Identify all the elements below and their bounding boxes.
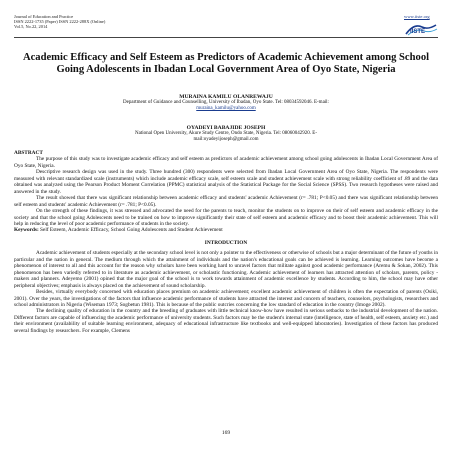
author1-block: [14, 94, 438, 112]
body-paragraph: The declining quality of education in the country and the breeding of graduates with little technical know-how have resulted in serious setbacks to the industrial development of the nation. Different factors are capable of influencing the academic performance of university students. Such factors may be the student's internal state (intelligence, state of health, self esteem, anxiety etc.) and their environment (availability of suitable learning environment, adequacy of educational infrastructure like textbooks and well-equipped laboratories). Investigation of these factors has produced several findings by researchers. For example, Clemens: [14, 308, 438, 334]
author2-name: OYADEYI BABAJIDE JOSEPH: [186, 125, 266, 131]
body-paragraph: Besides, virtually everybody concerned with education places premium on academic achievement; excellent academic achievement of children is often the expectation of parents (Osiki, 2001). Over the years, the investigations of the factors that influence academic performance of students have attracted the interest and concern of teachers, counselors, psychologists, researchers and school administrators in Nigeria (Wiseman 1973; Sogbetun 1981). This is because of the public outcries concerning the low standard of education in the country (Imoge 2002).: [14, 289, 438, 308]
abstract-section: [14, 150, 438, 334]
author2-block: [14, 125, 438, 143]
introduction-heading: INTRODUCTION: [204, 239, 248, 246]
journal-header: [14, 14, 105, 30]
abstract-paragraph: The purpose of this study was to investigate academic efficacy and self esteem as predictors of academic achievement among school going adolescents in Ibadan Local Government Area of Oyo State, Nigeria.: [14, 156, 438, 169]
author1-email-link[interactable]: muraina_kamilu@yahoo.com: [196, 106, 256, 111]
body-paragraph: Academic achievement of students especially at the secondary school level is not only a pointer to the effectiveness or otherwise of schools but a major determinant of the future of youths in particular and the nation in general. The medium through which the attainment of individuals and the nation's educational goals can be achieved is learning. Learning outcomes have become a phenomenon of interest to all and this account for the reason why scholars have been working hard to unravel factors that militate against good academic performance (Aremu & Sokan, 2002). This phenomenon has been variedly referred to in literature as academic achievement, or scholastic functioning. Academic achievement of learners has attracted attention of scholars, parents, policy - makers and planners. Adeyemo (2001) opined that the major goal of the school is to work towards attainment of academic excellence by students. According to him, the school may have other peripheral objectives; emphasis is always placed on the achievement of sound scholarship.: [14, 250, 438, 289]
journal-name: Journal of Education and Practice: [14, 14, 74, 19]
journal-url-link[interactable]: www.iiste.org: [404, 14, 430, 19]
author2-affiliation: National Open University, Akure Study Centre, Ondo State, Nigeria. Tel: 08060042920. E-: [135, 131, 317, 136]
keywords-text: Self Esteem, Academic Efficacy, School Going Adolescents and Student Achievement: [40, 227, 223, 234]
iiste-logo-icon: [404, 22, 438, 36]
author1-name: MURAINA KAMILU OLANREWAJU: [179, 94, 273, 100]
author2-email: mail:oyadeyijoseph@gmail.com: [193, 137, 259, 142]
iiste-logo-text: IISTE: [410, 29, 426, 35]
abstract-paragraph: The result showed that there was significant relationship between academic efficacy and students' academic Achievement (r= .781; P<0.05) and there was significant relationship between self esteem and students' academic Achievement (r= .781; P<0.05).: [14, 195, 438, 208]
keywords-label: Keywords:: [14, 227, 39, 234]
abstract-heading: ABSTRACT: [14, 150, 43, 156]
page-number: 169: [221, 430, 231, 436]
iiste-logo: [404, 22, 438, 36]
paper-title: Academic Efficacy and Self Esteem as Predictors of Academic Achievement among School Going Adolescents in Ibadan Local Government Area of Oyo State, Nigeria: [22, 52, 430, 75]
header-rule: [14, 37, 438, 38]
journal-volume: Vol.5, No.22, 2014: [14, 24, 48, 30]
abstract-paragraph: On the strength of these findings, it was stressed and advocated the need for the parents to teach, monitor the students on to improve on their of self esteem and academic efficacy in the society and that the school going Adolescents need to be trained on how to improve significantly their state of self esteem and academic efficacy and to boost their academic achievement. This will help in reducing the level of poor academic performance of students in the society.: [14, 208, 438, 227]
keywords-line: [14, 227, 438, 233]
author1-affiliation: Department of Guidance and Counselling, University of Ibadan, Oyo State. Tel: 08034592046. E-mail:: [123, 100, 329, 105]
abstract-paragraph: Descriptive research design was used in the study. Three hundred (300) respondents were selected from Ibadan Local Government Area of Oyo State, Nigeria. The respondents were measured with relevant standardized scale (instruments) which include academic efficacy scale, self esteem scale and student achievement scale with strong reliability coefficient of .89 and the data obtained was analyzed using the Pearson Product Moment Correlation (PPMC) statistical analysis of the Statistical Package for the Social Science (SPSS). Two research hypotheses were raised and answered in the study.: [14, 169, 438, 195]
journal-issn: ISSN 2222-1735 (Paper) ISSN 2222-288X (Online): [14, 19, 106, 25]
